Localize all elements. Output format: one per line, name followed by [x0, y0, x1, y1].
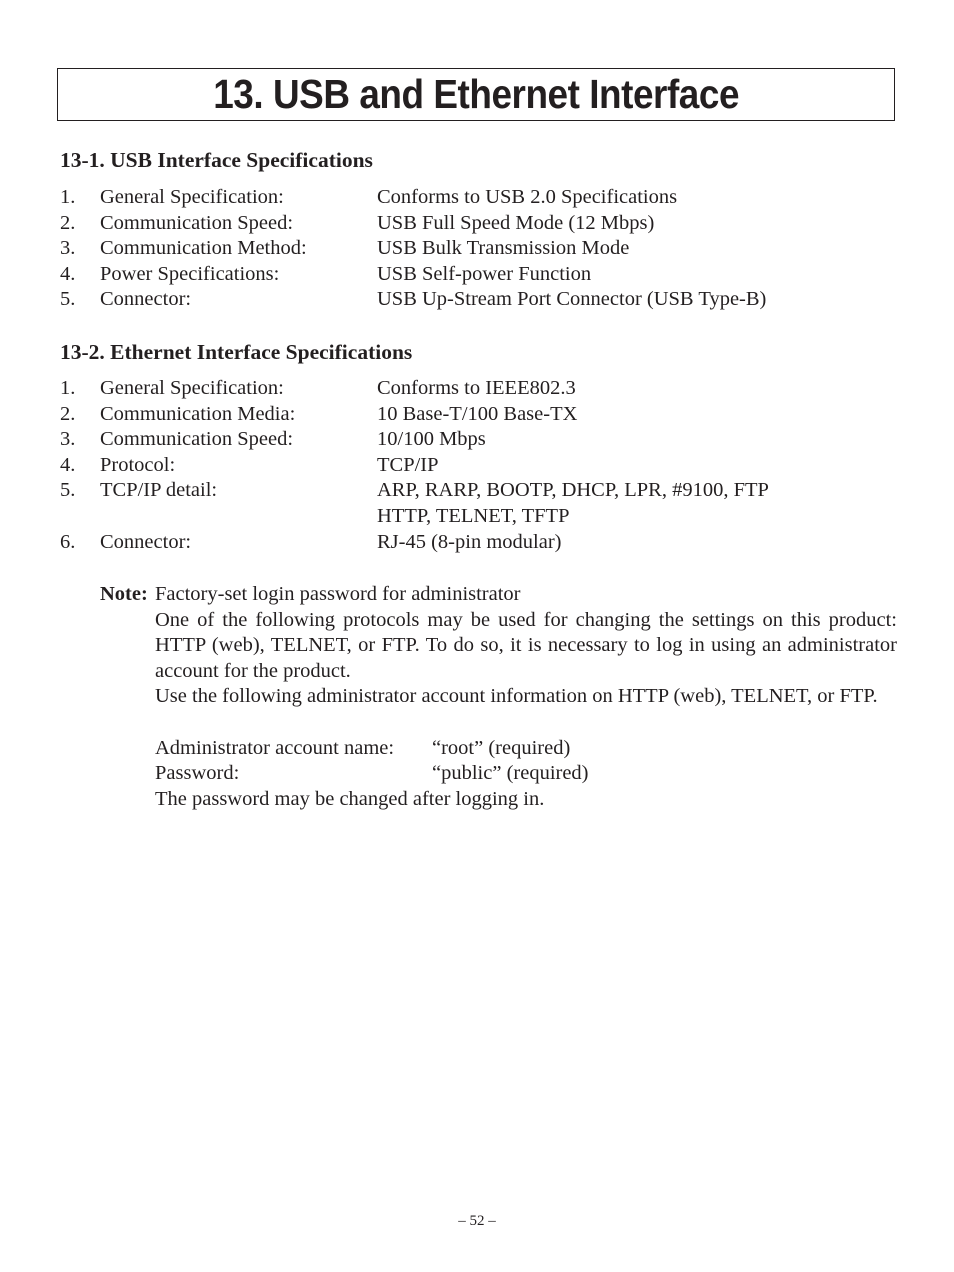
ethernet-spec-list	[0, 376, 954, 555]
usb-spec-list	[0, 185, 954, 313]
usb-spec-row-5	[0, 287, 954, 313]
item-value: USB Bulk Transmission Mode	[377, 237, 630, 260]
usb-spec-row-3	[0, 236, 954, 262]
item-number: 1.	[60, 186, 76, 208]
item-number: 5.	[60, 288, 76, 311]
ethernet-spec-row-5-continued	[0, 504, 954, 530]
item-number: 4.	[60, 453, 76, 476]
ethernet-spec-row-2	[0, 402, 954, 428]
item-value: Conforms to USB 2.0 Specifications	[377, 186, 678, 208]
item-label: Connector:	[100, 288, 192, 311]
item-value: ARP, RARP, BOOTP, DHCP, LPR, #9100, FTP	[377, 479, 769, 502]
note-first-line: Factory-set login password for administrator	[155, 583, 521, 605]
item-number: 5.	[60, 479, 76, 502]
ethernet-spec-row-4	[0, 453, 954, 479]
password-row	[155, 761, 897, 787]
item-label: Communication Media:	[100, 402, 296, 425]
account-name-value: “root” (required)	[432, 736, 571, 759]
item-label: Connector:	[100, 530, 192, 553]
item-label: Communication Speed:	[100, 428, 294, 451]
ethernet-spec-row-6	[0, 530, 954, 556]
item-label: Power Specifications:	[100, 262, 280, 285]
usb-spec-row-2	[0, 211, 954, 237]
item-value: 10 Base-T/100 Base-TX	[377, 402, 578, 425]
chapter-title: 13. USB and Ethernet Interface	[213, 71, 739, 117]
note-body	[155, 608, 897, 813]
page-number: – 52 –	[458, 1213, 496, 1229]
ethernet-spec-row-1	[0, 376, 954, 402]
note-closing: The password may be changed after logging in.	[155, 787, 545, 810]
item-label: TCP/IP detail:	[100, 479, 218, 502]
item-label: Protocol:	[100, 453, 176, 476]
account-name-row	[155, 736, 897, 762]
item-number: 2.	[60, 211, 76, 234]
note-label: Note:	[100, 583, 148, 605]
item-value-continued: HTTP, TELNET, TFTP	[377, 504, 570, 527]
usb-section-heading: 13-1. USB Interface Specifications	[60, 148, 373, 172]
item-value: 10/100 Mbps	[377, 428, 486, 451]
item-value: USB Self-power Function	[377, 262, 592, 285]
item-value: TCP/IP	[377, 453, 439, 476]
usb-spec-row-4	[0, 262, 954, 288]
password-value: “public” (required)	[432, 762, 589, 785]
password-label: Password:	[155, 762, 240, 785]
item-number: 3.	[60, 428, 76, 451]
ethernet-spec-row-3	[0, 427, 954, 453]
note-paragraph-account-info: Use the following administrator account information on HTTP (web), TELNET, or FTP.	[155, 685, 878, 708]
account-name-label: Administrator account name:	[155, 736, 395, 759]
usb-spec-row-1	[0, 185, 954, 211]
item-value: Conforms to IEEE802.3	[377, 377, 576, 399]
item-label: General Specification:	[100, 377, 284, 399]
ethernet-section-heading: 13-2. Ethernet Interface Specifications	[60, 340, 413, 364]
item-number: 1.	[60, 377, 76, 399]
item-label: Communication Method:	[100, 237, 307, 260]
ethernet-spec-row-5	[0, 478, 954, 504]
item-value: USB Up-Stream Port Connector (USB Type-B)	[377, 288, 767, 311]
item-number: 3.	[60, 237, 76, 260]
note-spacer	[155, 710, 897, 736]
item-value: USB Full Speed Mode (12 Mbps)	[377, 211, 655, 234]
item-label: Communication Speed:	[100, 211, 294, 234]
item-value: RJ-45 (8-pin modular)	[377, 530, 562, 553]
item-number: 6.	[60, 530, 76, 553]
item-number: 2.	[60, 402, 76, 425]
item-number: 4.	[60, 262, 76, 285]
chapter-title-box	[57, 68, 895, 121]
item-label: General Specification:	[100, 186, 284, 208]
note-paragraph-protocols: One of the following protocols may be used for changing the settings on this product: HTTP (web), TELNET, or FTP. To do so, it is necessary to log in using an administrator account for the product.	[155, 608, 897, 682]
